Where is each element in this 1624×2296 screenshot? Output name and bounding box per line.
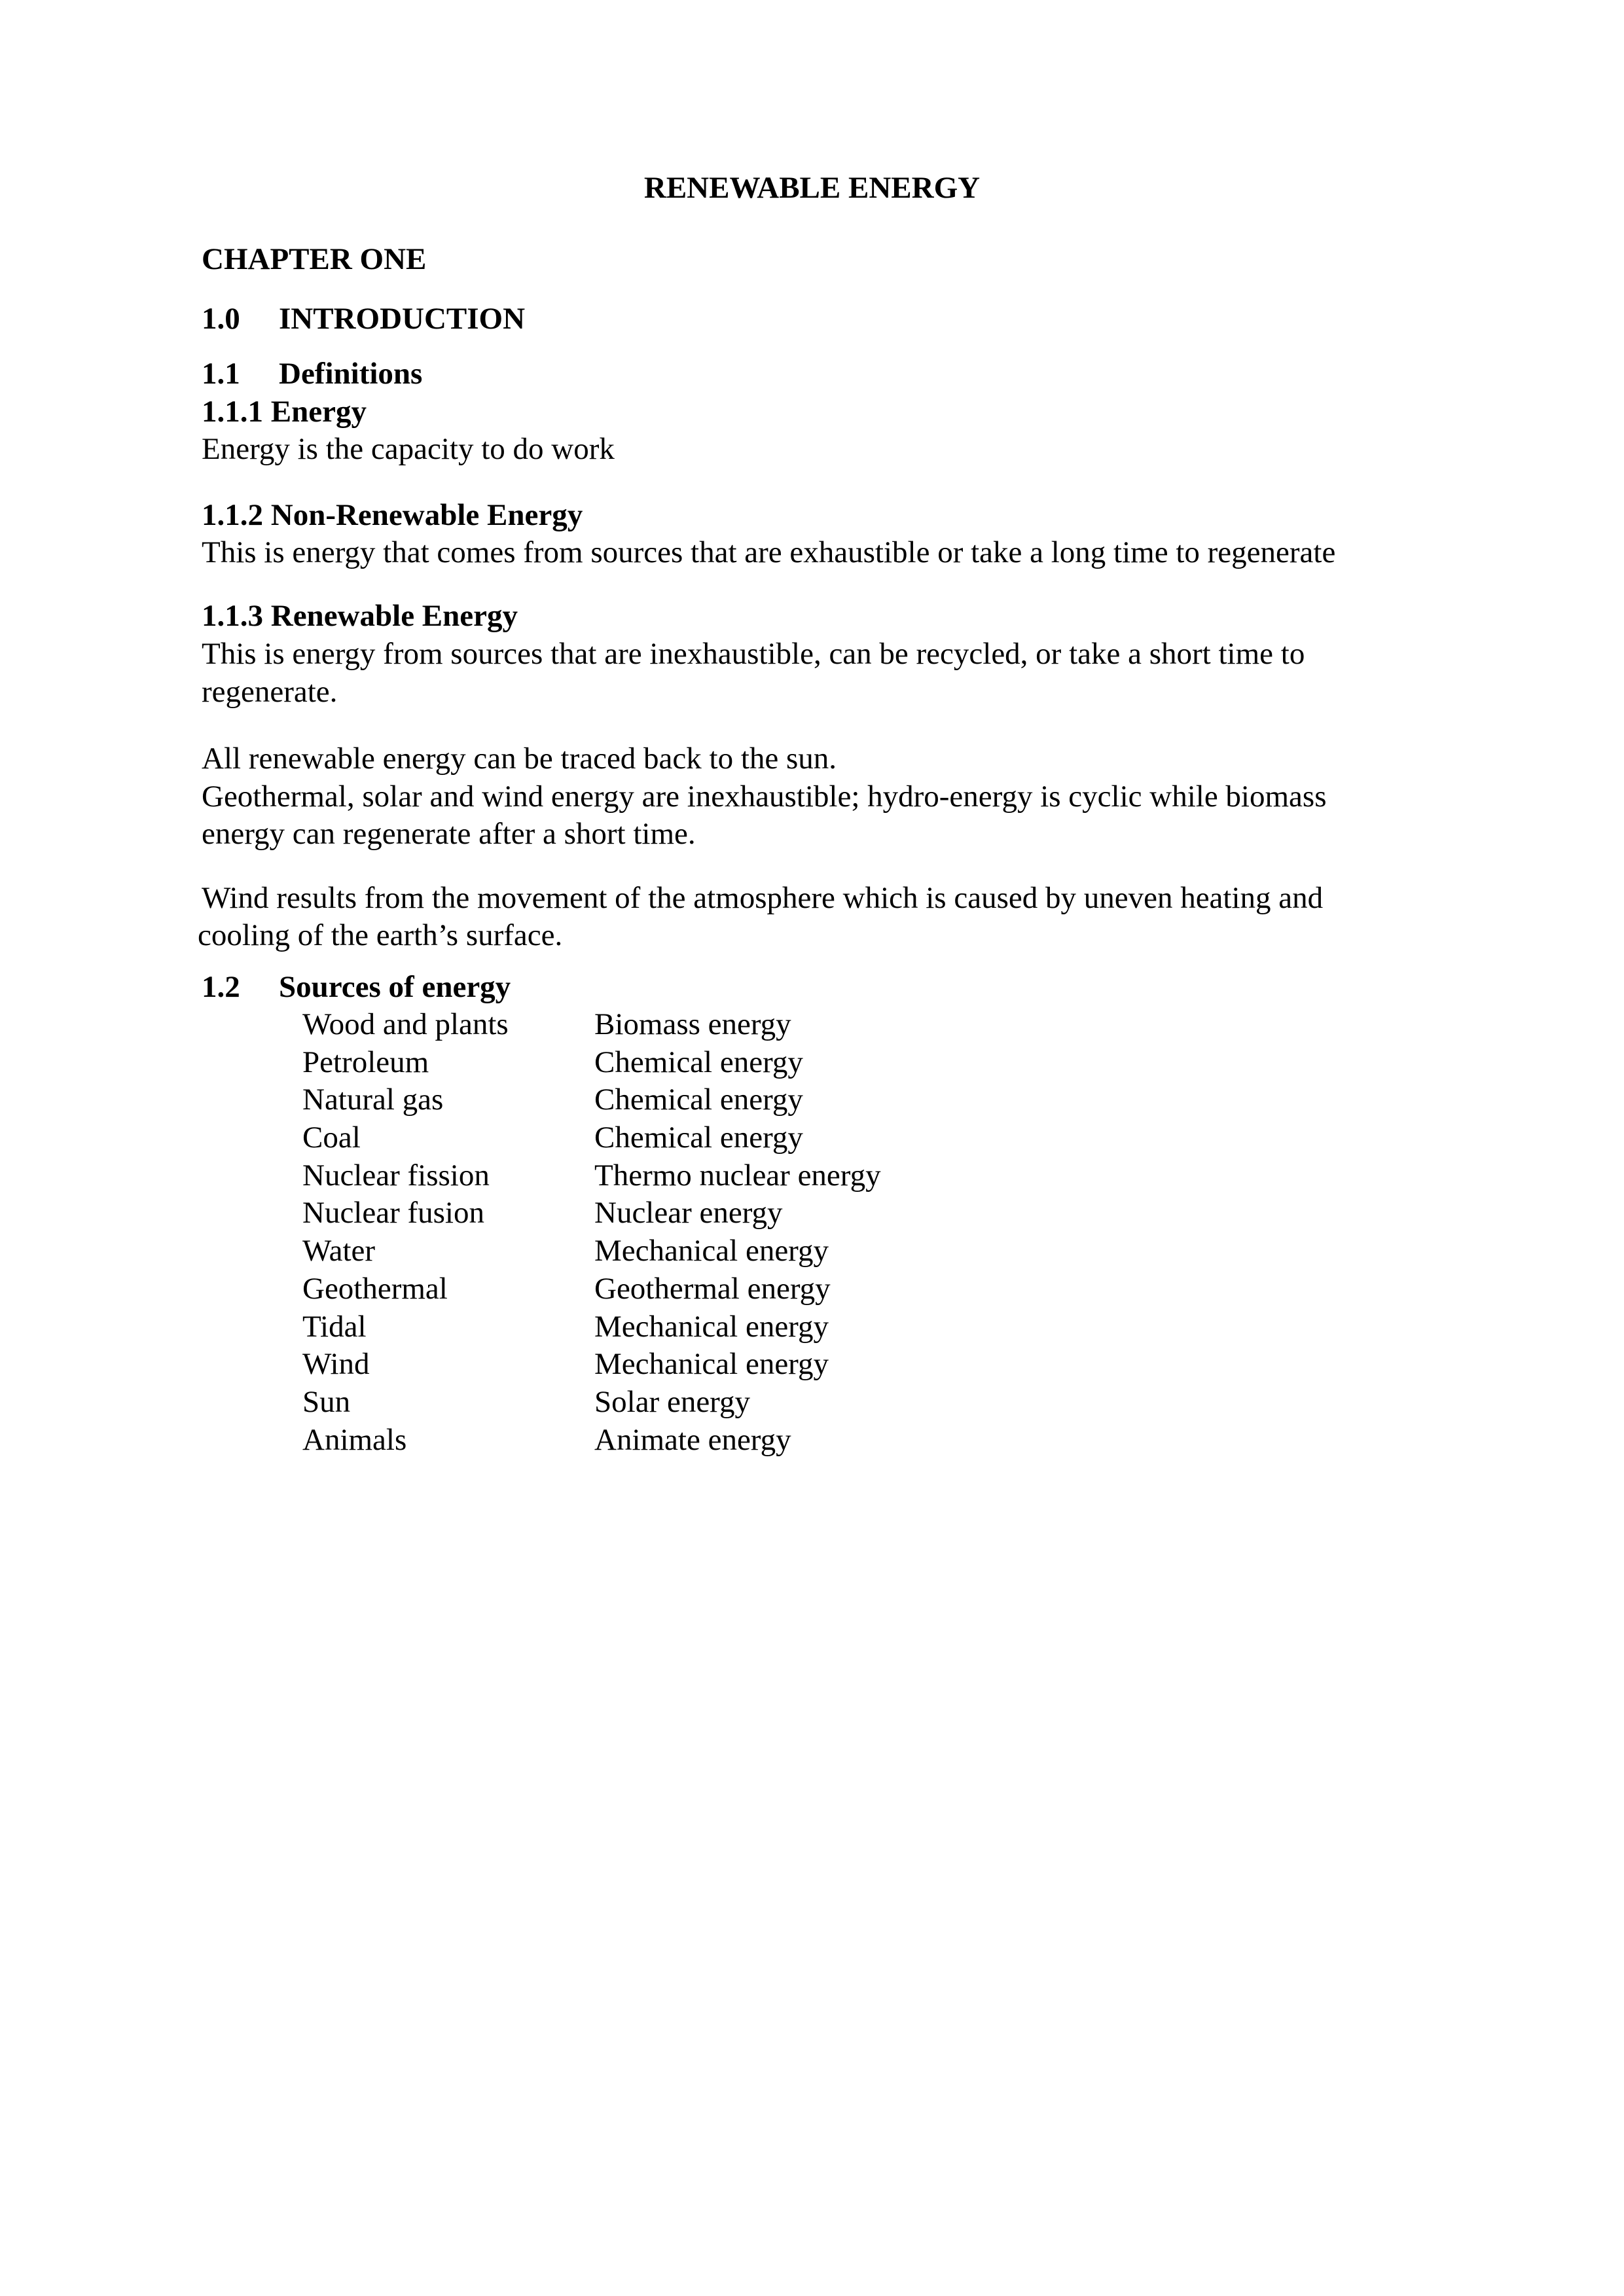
chapter-heading: CHAPTER ONE [202,242,427,276]
energy-source-name: Animals [302,1422,407,1457]
document-title: RENEWABLE ENERGY [643,171,981,205]
non-renewable-definition: This is energy that comes from sources that are exhaustible or take a long time to regenerate [202,535,1336,569]
section-label: INTRODUCTION [279,302,526,336]
non-renewable-heading: 1.1.2 Non-Renewable Energy [202,498,583,532]
renewable-definition-line-2: regenerate. [202,675,338,709]
energy-source-name: Natural gas [302,1083,444,1117]
section-definitions-heading [202,355,422,393]
section-label: Definitions [279,357,423,391]
energy-type: Chemical energy [594,1083,803,1117]
energy-source-name: Sun [302,1384,351,1419]
energy-type: Chemical energy [594,1121,803,1155]
section-number: 1.2 [202,970,240,1004]
energy-source-name: Tidal [302,1309,367,1344]
energy-type: Chemical energy [594,1045,803,1079]
energy-type: Solar energy [594,1384,750,1419]
section-number: 1.0 [202,302,240,336]
energy-source-name: Nuclear fusion [302,1196,484,1230]
energy-source-name: Wood and plants [302,1007,509,1041]
renewable-definition-line-1: This is energy from sources that are inexhaustible, can be recycled, or take a short time to [202,637,1305,671]
renewable-heading: 1.1.3 Renewable Energy [202,599,518,633]
section-label: Sources of energy [279,970,511,1004]
energy-type: Mechanical energy [594,1234,829,1268]
energy-source-name: Petroleum [302,1045,429,1079]
energy-definition: Energy is the capacity to do work [202,432,615,466]
energy-source-name: Wind [302,1347,370,1382]
paragraph-sun-line-2: Geothermal, solar and wind energy are inexhaustible; hydro-energy is cyclic while biomass [202,780,1327,814]
energy-source-name: Geothermal [302,1271,448,1306]
energy-type: Thermo nuclear energy [594,1158,881,1193]
section-sources-heading [202,968,511,1006]
energy-type: Nuclear energy [594,1196,783,1230]
energy-type: Mechanical energy [594,1347,829,1382]
section-number: 1.1 [202,357,240,391]
energy-source-name: Water [302,1234,376,1268]
energy-source-name: Nuclear fission [302,1158,490,1193]
paragraph-sun-line-3: energy can regenerate after a short time. [202,817,696,851]
energy-type: Biomass energy [594,1007,791,1041]
energy-source-name: Coal [302,1121,361,1155]
paragraph-sun-line-1: All renewable energy can be traced back to the sun. [202,742,837,776]
paragraph-wind-line-2: cooling of the earth’s surface. [198,918,563,952]
section-introduction-heading [202,300,525,338]
energy-type: Animate energy [594,1422,791,1457]
energy-type: Geothermal energy [594,1271,831,1306]
energy-type: Mechanical energy [594,1309,829,1344]
energy-heading: 1.1.1 Energy [202,395,367,429]
paragraph-wind-line-1: Wind results from the movement of the atmosphere which is caused by uneven heating and [202,881,1324,915]
